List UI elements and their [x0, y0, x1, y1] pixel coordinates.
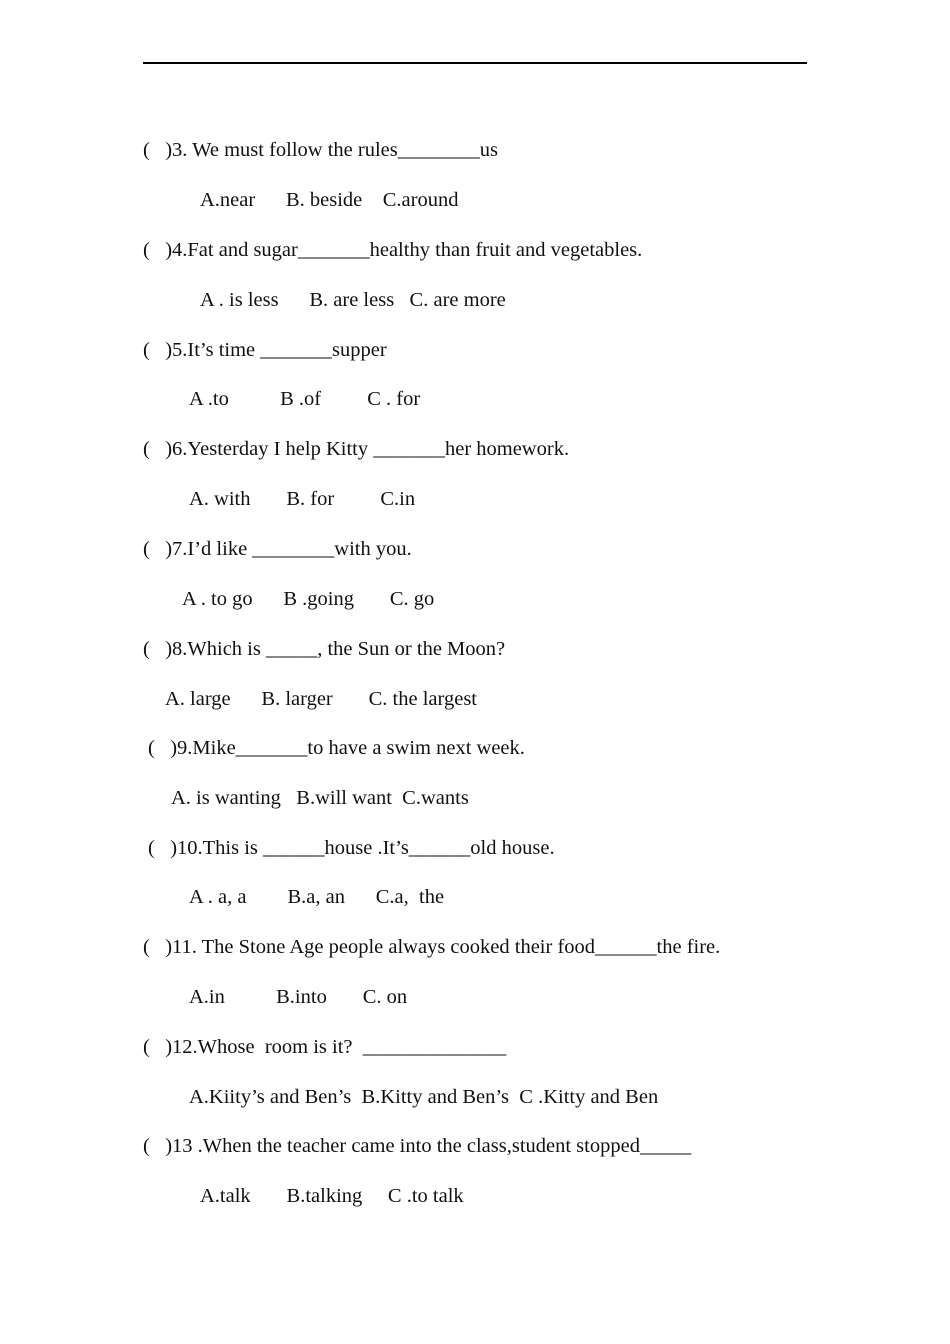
- question-5-stem: ( )5.It’s time _______supper: [143, 339, 387, 361]
- question-7-stem: ( )7.I’d like ________with you.: [143, 538, 412, 560]
- question-10-options: A . a, a B.a, an C.a, the: [189, 886, 445, 908]
- question-8-options: A. large B. larger C. the largest: [165, 688, 477, 710]
- header-rule: [143, 62, 807, 64]
- question-6-options: A. with B. for C.in: [189, 488, 416, 510]
- question-5-options: A .to B .of C . for: [189, 388, 421, 410]
- question-13-stem: ( )13 .When the teacher came into the class,student stopped_____: [143, 1135, 692, 1157]
- question-9-stem: ( )9.Mike_______to have a swim next week.: [148, 737, 525, 759]
- question-11-options: A.in B.into C. on: [189, 986, 408, 1008]
- question-11-stem: ( )11. The Stone Age people always cooked their food______the fire.: [143, 936, 721, 958]
- question-6-stem: ( )6.Yesterday I help Kitty _______her homework.: [143, 438, 570, 460]
- question-9-options: A. is wanting B.will want C.wants: [171, 787, 469, 809]
- question-13-options: A.talk B.talking C .to talk: [200, 1185, 464, 1207]
- question-12-options: A.Kiity’s and Ben’s B.Kitty and Ben’s C .Kitty and Ben: [189, 1086, 659, 1108]
- question-4-stem: ( )4.Fat and sugar_______healthy than fruit and vegetables.: [143, 239, 643, 261]
- question-10-stem: ( )10.This is ______house .It’s______old house.: [148, 837, 555, 859]
- question-4-options: A . is less B. are less C. are more: [200, 289, 506, 311]
- question-3-stem: ( )3. We must follow the rules________us: [143, 139, 498, 161]
- question-12-stem: ( )12.Whose room is it? ______________: [143, 1036, 507, 1058]
- question-7-options: A . to go B .going C. go: [182, 588, 435, 610]
- question-8-stem: ( )8.Which is _____, the Sun or the Moon?: [143, 638, 506, 660]
- question-3-options: A.near B. beside C.around: [200, 189, 459, 211]
